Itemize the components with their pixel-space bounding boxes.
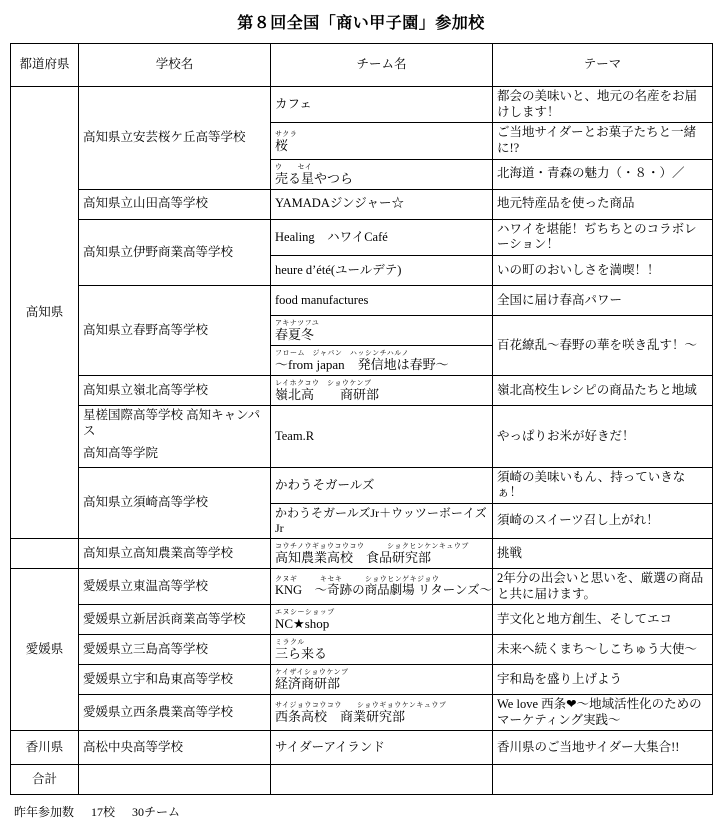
team-name-with-furigana (275, 349, 449, 372)
prefecture-cell-continued (11, 538, 79, 568)
theme-cell: 2年分の出会いと思いを、厳選の商品と共に届けます。 (493, 568, 713, 604)
table-header (11, 44, 713, 87)
team-name-with-furigana (275, 163, 353, 186)
theme-cell: 挑戦 (493, 538, 713, 568)
team-name-with-furigana (275, 319, 319, 342)
team-cell (271, 635, 493, 665)
team-cell (271, 315, 493, 345)
furigana: エヌシーショップ (275, 608, 335, 617)
header-team: チーム名 (271, 44, 493, 87)
table-row (11, 538, 713, 568)
table-row (11, 635, 713, 665)
team-cell (271, 375, 493, 405)
table-row (11, 87, 713, 123)
total-label: 合計 (11, 765, 79, 795)
table-row (11, 219, 713, 255)
table-row (11, 285, 713, 315)
prefecture-cell: 高知県 (11, 87, 79, 539)
school-cell: 愛媛県立宇和島東高等学校 (79, 665, 271, 695)
table-row (11, 695, 713, 731)
table-row-total (11, 765, 713, 795)
theme-cell: ハワイを堪能！ぢちちとのコラボレーション！ (493, 219, 713, 255)
theme-cell: 香川県のご当地サイダー大集合!! (493, 731, 713, 765)
school-cell: 高知県立伊野商業高等学校 (79, 219, 271, 285)
theme-cell: 芋文化と地方創生、そしてエコ (493, 605, 713, 635)
theme-cell: 北海道・青森の魅力（・８・）／ (493, 159, 713, 189)
team-name: 西条高校 商業研究部 (275, 709, 406, 725)
theme-cell: やっぱりお米が好きだ！ (493, 405, 713, 467)
furigana: ウ セイ (275, 162, 313, 171)
footer-note-schools: 17校 (91, 805, 116, 820)
team-cell (271, 123, 493, 159)
table-body (11, 87, 713, 795)
team-cell: かわうそガールズJr＋ウッツーボーイズJr (271, 503, 493, 538)
school-cell: 愛媛県立三島高等学校 (79, 635, 271, 665)
team-cell (271, 345, 493, 375)
table-row (11, 467, 713, 503)
team-name: 高知農業高校 食品研究部 (275, 549, 432, 565)
team-cell (271, 159, 493, 189)
team-name: 経済商研部 (275, 676, 341, 692)
school-cell: 高松中央高等学校 (79, 731, 271, 765)
team-cell: Team.R (271, 405, 493, 467)
team-cell (271, 538, 493, 568)
page-title: 第８回全国「商い甲子園」参加校 (237, 15, 485, 32)
theme-cell: 百花繚乱〜春野の華を咲き乱す！〜 (493, 315, 713, 375)
theme-cell: 都会の美味いと、地元の名産をお届けします！ (493, 87, 713, 123)
furigana: サイジョウコウコウ ショウギョウケンキュウブ (275, 701, 447, 710)
school-cell: 愛媛県立西条農業高等学校 (79, 695, 271, 731)
team-name: 桜 (275, 137, 289, 153)
team-name: 三ら来る (275, 646, 328, 662)
table-row (11, 189, 713, 219)
school-cell: 星槎国際高等学校 高知キャンパス (79, 405, 271, 441)
prefecture-cell: 愛媛県 (11, 568, 79, 731)
team-name-with-furigana (275, 379, 379, 402)
team-name-with-furigana (275, 608, 335, 631)
school-cell: 愛媛県立東温高等学校 (79, 568, 271, 604)
furigana: サクラ (275, 129, 298, 138)
furigana: アキナツフユ (275, 318, 320, 327)
school-cell: 愛媛県立新居浜商業高等学校 (79, 605, 271, 635)
furigana: ミラクル (275, 638, 305, 647)
header-school: 学校名 (79, 44, 271, 87)
theme-cell: 須崎のスイーツ召し上がれ！ (493, 503, 713, 538)
team-name: KNG 〜奇跡の商品劇場 リターンズ〜 (275, 583, 493, 598)
team-cell: カフェ (271, 87, 493, 123)
team-name-with-furigana (275, 130, 297, 153)
table-row (11, 568, 713, 604)
furigana: コウチノウギョウコウコウ ショクヒンケンキュウブ (275, 541, 469, 550)
theme-cell: 宇和島を盛り上げよう (493, 665, 713, 695)
table-row (11, 731, 713, 765)
furigana: ケイザイショウケンブ (275, 668, 349, 677)
participants-table (10, 43, 713, 795)
total-theme (493, 765, 713, 795)
school-cell-line2: 高知高等学院 (79, 441, 271, 467)
team-name: 売る星やつら (275, 170, 354, 186)
theme-cell: ご当地サイダーとお菓子たちと一緒に!? (493, 123, 713, 159)
team-name: 春夏冬 (275, 326, 315, 342)
team-cell: Healing ハワイCafé (271, 219, 493, 255)
school-cell: 高知県立高知農業高等学校 (79, 538, 271, 568)
school-cell: 高知県立嶺北高等学校 (79, 375, 271, 405)
theme-cell: いの町のおいしさを満喫！！ (493, 255, 713, 285)
school-cell: 高知県立須崎高等学校 (79, 467, 271, 538)
team-cell: YAMADAジンジャー☆ (271, 189, 493, 219)
table-row (11, 665, 713, 695)
prefecture-cell: 香川県 (11, 731, 79, 765)
team-cell (271, 568, 493, 604)
team-cell: かわうそガールズ (271, 467, 493, 503)
footer-note-teams: 30チーム (132, 805, 181, 820)
team-cell (271, 695, 493, 731)
school-cell: 高知県立山田高等学校 (79, 189, 271, 219)
team-name: NC★shop (275, 616, 330, 632)
team-name-with-furigana (275, 701, 446, 724)
theme-cell: 未来へ続くまち〜しこちゅう大使〜 (493, 635, 713, 665)
furigana: クヌギ キセキ ショウヒンゲキジョウ (275, 575, 440, 584)
table-row (11, 375, 713, 405)
footer-note-label: 昨年参加数 (14, 805, 75, 820)
header-prefecture: 都道府県 (11, 44, 79, 87)
theme-cell: 嶺北高校生レシピの商品たちと地域 (493, 375, 713, 405)
team-cell (271, 665, 493, 695)
team-name-with-furigana (275, 638, 327, 661)
team-name-with-furigana (275, 668, 349, 691)
header-theme: テーマ (493, 44, 713, 87)
team-name-with-furigana (275, 575, 492, 598)
team-cell: サイダーアイランド (271, 731, 493, 765)
team-name-with-furigana (275, 542, 469, 565)
footer-note (10, 803, 712, 820)
team-name: 嶺北高 商研部 (275, 386, 380, 402)
table-row (11, 605, 713, 635)
school-cell: 高知県立安芸桜ケ丘高等学校 (79, 87, 271, 190)
table-row (11, 405, 713, 441)
school-cell: 高知県立春野高等学校 (79, 285, 271, 375)
furigana: フローム ジャパン ハッシンチハルノ (275, 348, 409, 357)
total-team (271, 765, 493, 795)
theme-cell: 須崎の美味いもん、持っていきなぁ！ (493, 467, 713, 503)
team-cell: food manufactures (271, 285, 493, 315)
theme-cell: 全国に届け春高パワー (493, 285, 713, 315)
furigana: レイホクコウ ショウケンブ (275, 378, 372, 387)
theme-cell: We love 西条❤〜地域活性化のためのマーケティング実践〜 (493, 695, 713, 731)
theme-cell: 地元特産品を使った商品 (493, 189, 713, 219)
total-school (79, 765, 271, 795)
team-name-line2: 〜from japan 発信地は春野〜 (275, 356, 449, 372)
team-cell (271, 605, 493, 635)
team-cell: heure d’été(ユールデテ) (271, 255, 493, 285)
